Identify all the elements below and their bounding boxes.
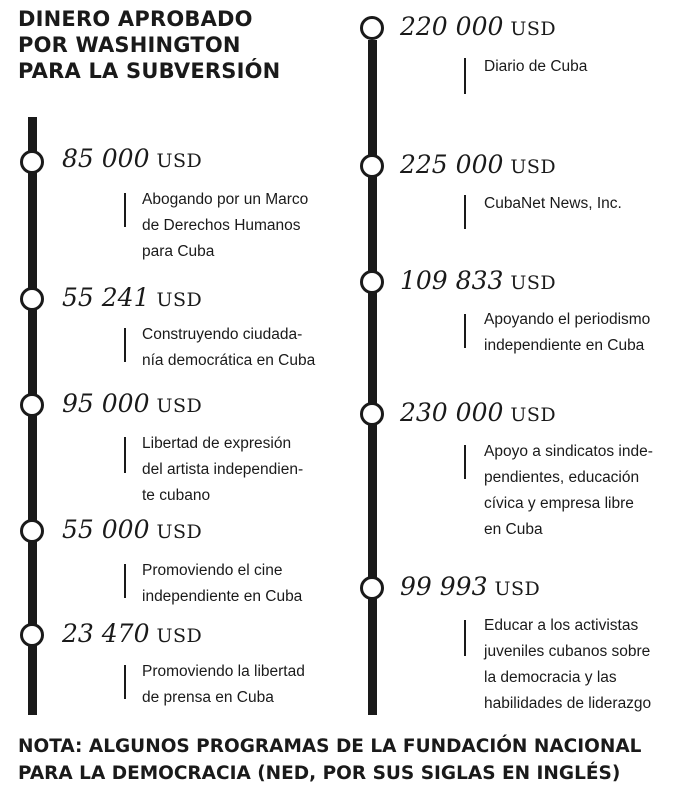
grant-description: [484, 54, 587, 80]
grant-description: [142, 558, 302, 610]
grant-amount: [62, 619, 202, 651]
timeline-node: [360, 154, 384, 178]
grant-description: [142, 659, 305, 711]
currency-label: USD: [156, 625, 203, 647]
amount-value: 85 000: [62, 144, 150, 173]
amount-value: 55 000: [62, 515, 150, 544]
title-line: PARA LA SUBVERSIÓN: [18, 59, 281, 83]
currency-label: USD: [510, 272, 557, 294]
grant-amount: [62, 283, 202, 315]
grant-amount: [400, 150, 556, 182]
description-tick: [124, 564, 126, 598]
timeline-node: [360, 270, 384, 294]
footnote-line: NOTA: ALGUNOS PROGRAMAS DE LA FUNDACIÓN NACIONAL: [18, 736, 642, 757]
grant-amount: [400, 266, 556, 298]
right-timeline-line: [368, 40, 377, 715]
currency-label: USD: [156, 150, 203, 172]
description-tick: [124, 665, 126, 699]
amount-value: 230 000: [400, 398, 504, 427]
description-line: Apoyando el periodismo: [484, 311, 651, 328]
title-line: DINERO APROBADO: [18, 7, 253, 31]
timeline-node: [20, 519, 44, 543]
description-line: independiente en Cuba: [484, 337, 645, 354]
description-line: Libertad de expresión: [142, 435, 292, 452]
grant-amount: [62, 515, 202, 547]
description-line: juveniles cubanos sobre: [484, 643, 651, 660]
grant-description: [484, 307, 650, 359]
currency-label: USD: [510, 404, 557, 426]
timeline-node: [20, 150, 44, 174]
description-line: Diario de Cuba: [484, 58, 588, 75]
description-tick: [464, 445, 466, 479]
description-line: Educar a los activistas: [484, 617, 639, 634]
currency-label: USD: [156, 289, 203, 311]
grant-description: [142, 322, 315, 374]
timeline-node: [20, 393, 44, 417]
description-tick: [124, 437, 126, 473]
grant-description: [142, 187, 308, 265]
amount-value: 23 470: [62, 619, 150, 648]
description-line: de prensa en Cuba: [142, 689, 274, 706]
description-line: Abogando por un Marco: [142, 191, 309, 208]
grant-description: [484, 191, 622, 217]
timeline-node: [20, 623, 44, 647]
description-line: pendientes, educación: [484, 469, 640, 486]
description-line: Construyendo ciudada-: [142, 326, 303, 343]
currency-label: USD: [510, 18, 557, 40]
description-line: la democracia y las: [484, 669, 617, 686]
grant-amount: [62, 389, 202, 421]
description-line: independiente en Cuba: [142, 588, 303, 605]
grant-description: [142, 431, 303, 509]
amount-value: 55 241: [62, 283, 150, 312]
currency-label: USD: [510, 156, 557, 178]
grant-amount: [400, 12, 556, 44]
description-tick: [464, 314, 466, 348]
description-line: Apoyo a sindicatos inde-: [484, 443, 653, 460]
timeline-node: [20, 287, 44, 311]
amount-value: 225 000: [400, 150, 504, 179]
description-line: te cubano: [142, 487, 211, 504]
description-line: cívica y empresa libre: [484, 495, 634, 512]
grant-description: [484, 439, 653, 543]
description-tick: [124, 193, 126, 227]
timeline-node: [360, 576, 384, 600]
grant-amount: [400, 398, 556, 430]
title-line: POR WASHINGTON: [18, 33, 241, 57]
amount-value: 99 993: [400, 572, 488, 601]
description-line: Promoviendo el cine: [142, 562, 283, 579]
amount-value: 109 833: [400, 266, 504, 295]
amount-value: 220 000: [400, 12, 504, 41]
timeline-node: [360, 16, 384, 40]
description-tick: [464, 195, 466, 229]
description-line: Promoviendo la libertad: [142, 663, 305, 680]
amount-value: 95 000: [62, 389, 150, 418]
description-line: en Cuba: [484, 521, 543, 538]
description-line: nía democrática en Cuba: [142, 352, 316, 369]
description-line: de Derechos Humanos: [142, 217, 301, 234]
currency-label: USD: [156, 521, 203, 543]
description-tick: [464, 620, 466, 656]
currency-label: USD: [156, 395, 203, 417]
description-line: CubaNet News, Inc.: [484, 195, 622, 212]
description-line: del artista independien-: [142, 461, 304, 478]
description-tick: [464, 58, 466, 94]
grant-amount: [400, 572, 540, 604]
footnote-line: PARA LA DEMOCRACIA (NED, POR SUS SIGLAS EN INGLÉS): [18, 763, 621, 784]
description-tick: [124, 328, 126, 362]
footnote: [18, 733, 698, 787]
grant-amount: [62, 144, 202, 176]
currency-label: USD: [494, 578, 541, 600]
grant-description: [484, 613, 651, 717]
infographic-title: [18, 6, 338, 84]
timeline-node: [360, 402, 384, 426]
description-line: para Cuba: [142, 243, 215, 260]
description-line: habilidades de liderazgo: [484, 695, 652, 712]
